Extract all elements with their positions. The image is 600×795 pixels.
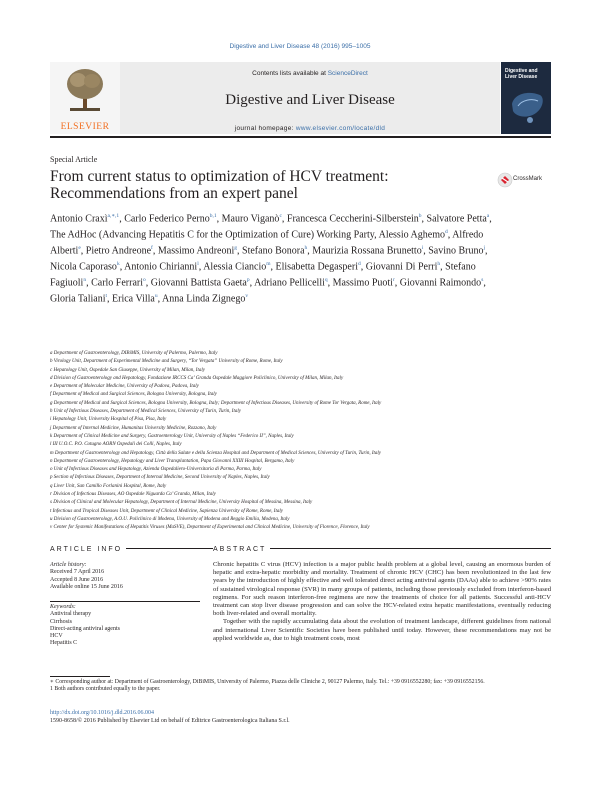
article-info-heading: ARTICLE INFO <box>50 546 126 553</box>
affiliation-item: f Department of Medical and Surgical Sciences, Bologna University, Bologna, Italy <box>50 392 217 398</box>
author-affiliation-marker[interactable]: b <box>418 213 422 219</box>
affiliation-item: v Center for Systemic Manifestations of Hepatitis Viruses (MaSVE), Department of Experimental and Clinical Medicine, University of Florence, Florence, Italy <box>50 525 370 531</box>
affiliation-item: s Division of Clinical and Molecular Hepatology, Department of Internal Medicine, University Hospital of Messina, Messina, Italy <box>50 500 313 506</box>
author-affiliation-marker[interactable]: q <box>324 276 328 283</box>
author-name: Elisabetta Degasperi <box>275 261 358 273</box>
abstract-body <box>213 561 551 643</box>
author-name: Carlo Federico Perno <box>124 213 210 225</box>
affiliation-item: n Department of Gastroenterology, Hepatology and Liver Transplantation, Papa Giovanni XXIII Hospital, Bergamo, Italy <box>50 458 295 464</box>
author-affiliation-marker[interactable]: s <box>481 276 484 283</box>
abstract-paragraph: Together with the rapidly accumulating data about the evolution of treatment landscape, different guidelines from national and international Liver Scientific Societies have been published until today. However, these recommendations may not be applied worldwide as, due to high treatment costs, most <box>213 618 551 642</box>
author-name: Nicola Caporaso <box>50 261 117 273</box>
author-name: Antonio Craxì <box>50 213 108 225</box>
cover-title: Digestive and Liver Disease <box>505 68 538 80</box>
author-name: Stefano Fagiuoli <box>50 261 476 289</box>
author-affiliation-marker[interactable]: f <box>151 244 153 251</box>
available-date: Available online 15 June 2016 <box>50 584 123 591</box>
author-affiliation-marker[interactable]: i <box>421 244 424 251</box>
author-name: Giovanni Di Perri <box>365 261 438 273</box>
affiliation-item: d Division of Gastroenterology and Hepatology, Fondazione IRCCS Ca’ Granda Ospedale Maggiore Policlinico, University of Milan, Milan, Italy <box>50 375 344 381</box>
article-type: Special Article <box>50 155 98 164</box>
author-affiliation-marker[interactable]: t <box>105 292 108 299</box>
doi-link[interactable]: http://dx.doi.org/10.1016/j.dld.2016.06.004 <box>50 710 155 716</box>
author-affiliation-marker[interactable]: j <box>483 244 486 251</box>
author-name: Anna Linda Zignego <box>162 292 246 304</box>
affiliation-item: a Department of Gastroenterology, DIBiMIS, University of Palermo, Palermo, Italy <box>50 351 218 356</box>
author-name: Alfredo Alberti <box>50 229 484 257</box>
keyword: HCV <box>50 633 63 640</box>
author-affiliation-marker[interactable]: b,1 <box>209 213 217 219</box>
equal-contribution-note: 1 Both authors contributed equally to the paper. <box>50 686 161 693</box>
author-affiliation-marker[interactable]: e <box>78 244 81 251</box>
footnotes <box>50 679 551 694</box>
author-affiliation-marker[interactable]: p <box>246 276 250 283</box>
crossmark-label[interactable]: CrossMark <box>513 176 543 182</box>
keyword: Direct-acting antiviral agents <box>50 625 120 632</box>
author-name: Pietro Andreone <box>85 245 152 257</box>
affiliation-item: q Liver Unit, San Camillo Forlanini Hospital, Rome, Italy <box>50 483 167 489</box>
corresponding-author-note: ∗ Corresponding author at: Department of Gastroenterology, DiBiMIS, University of Palermo, Piazza delle Cliniche 2, 90127 Palermo, Italy. Tel.: +39 0916552280; fax: +39 0916552156. <box>50 679 485 685</box>
journal-homepage <box>120 125 500 132</box>
journal-reference[interactable]: Digestive and Liver Disease 48 (2016) 995–1005 <box>229 43 371 50</box>
affiliation-item: c Hepatology Unit, Ospedale San Giuseppe, University of Milan, Milan, Italy <box>50 367 205 373</box>
author-affiliation-marker[interactable]: d <box>444 228 448 235</box>
journal-title: Digestive and Liver Disease <box>225 92 395 108</box>
keywords <box>50 604 200 648</box>
author-affiliation-marker[interactable]: o <box>143 276 146 283</box>
affiliation-item: k Department of Clinical Medicine and Surgery, Gastroenterology Unit, University of Naples “Federico II”, Naples, Italy <box>50 433 294 439</box>
author-name: Giovanni Raimondo <box>399 277 482 289</box>
received-date: Received 7 April 2016 <box>50 569 105 576</box>
author-affiliation-marker[interactable]: h <box>437 260 441 267</box>
footnote-rule <box>50 676 110 677</box>
affiliation-item: e Department of Molecular Medicine, University of Padova, Padova, Italy <box>50 384 199 390</box>
author-name: Savino Bruno <box>428 245 484 257</box>
affiliation-item: b Virology Unit, Department of Experimental Medicine and Surgery, “Tor Vergata” University of Rome, Rome, Italy <box>50 359 283 365</box>
author-name: Gloria Taliani <box>50 292 106 304</box>
author-name: Salvatore Petta <box>426 213 487 225</box>
keywords-label: Keywords: <box>50 604 76 610</box>
author-affiliation-marker[interactable]: a <box>486 213 490 219</box>
author-name: Alessia Ciancio <box>203 261 267 273</box>
author-affiliation-marker[interactable]: l <box>197 260 199 267</box>
author-name: Carlo Ferrari <box>91 277 144 289</box>
sciencedirect-link[interactable]: ScienceDirect <box>327 70 368 77</box>
affiliation-item: g Department of Medical and Surgical Sciences, Bologna University, Bologna, Italy; Department of Infectious Diseases, University of Rome Tor Vergata, Rome, Italy <box>50 400 382 406</box>
author-affiliation-marker[interactable]: a,∗,1 <box>107 213 120 219</box>
author-name: Mauro Viganò <box>221 213 280 225</box>
homepage-link[interactable]: www.elsevier.com/locate/dld <box>295 125 386 132</box>
author-name: Stefano Bonora <box>242 245 305 257</box>
author-name: Erica Villa <box>112 292 155 304</box>
author-affiliation-marker[interactable]: g <box>234 244 238 251</box>
abstract-heading: ABSTRACT <box>213 546 270 553</box>
article-history <box>50 562 200 592</box>
keyword: Cirrhosis <box>50 618 73 625</box>
contents-prefix: Contents lists available at <box>252 70 326 77</box>
author-name: Alessio Aghemo <box>378 229 445 241</box>
author-name: Maurizia Rossana Brunetto <box>312 245 422 257</box>
cover-liver-art-icon <box>508 86 546 126</box>
accepted-date: Accepted 8 June 2016 <box>50 576 104 583</box>
author-name: Francesca Ceccherini-Silberstein <box>286 213 419 225</box>
keywords-rule <box>50 601 200 602</box>
author-name: Adriano Pellicelli <box>254 277 325 289</box>
affiliation-item: o Unit of Infectious Diseases and Hepatology, Azienda Ospedaliero-Universitaria di Parma, Parma, Italy <box>50 467 262 473</box>
author-name: The AdHoc (Advancing Hepatitis C for the Optimization of Cure) Working Party <box>50 229 375 241</box>
affiliation-item: m Department of Gastroenterology and Hepatology, Città della Salute e della Scienza Hospital and Department of Medical Sciences, University of Turin, Turin, Italy <box>50 450 381 456</box>
author-affiliation-marker[interactable]: n <box>83 276 87 283</box>
author-affiliation-marker[interactable]: m <box>266 260 271 267</box>
affiliation-item: i Hepatology Unit, University Hospital of Pisa, Pisa, Italy <box>50 417 167 423</box>
keyword: Antiviral therapy <box>50 611 92 618</box>
author-name: Massimo Puoti <box>332 277 393 289</box>
affiliation-item: h Unit of Infectious Diseases, Department of Medical Sciences, University of Turin, Turin, Italy <box>50 409 241 415</box>
history-label: Article history: <box>50 562 87 568</box>
abstract-paragraph: Chronic hepatitis C virus (HCV) infection is a major public health problem at a global level, causing an enormous burden of hepatic and extra-hepatic morbidity and mortality. Treatment of chronic HCV (CHC) has been revolutionized in the last few years by the introduction of highly effective and well tolerated direct acting antiviral agents (DAAs) able to achieve >90% rates of sustained virological response (SVR) in many groups of patients, including those previously excluded from interferon-based regimens. For such reason interferon-free regimens are now the treatments of choice for all patients. Successful anti-HCV treatment can stop liver disease progression and can solve the HCV-related extra hepatic manifestations, eventually reducing both liver-related and overall mortality. <box>213 561 551 618</box>
author-affiliation-marker[interactable]: v <box>245 292 249 299</box>
author-affiliation-marker[interactable]: c <box>279 213 282 219</box>
author-affiliation-marker[interactable]: r <box>392 276 395 283</box>
affiliation-list <box>50 350 550 533</box>
author-name: Massimo Andreoni <box>157 245 235 257</box>
author-affiliation-marker[interactable]: d <box>357 260 361 267</box>
author-affiliation-marker[interactable]: u <box>154 292 158 299</box>
author-list: Antonio Craxì$^{a,∗,1}$, Carlo Federico Perno$^{b,1}$, Mauro Viganò$^c$, Francesca Ceccherini-Silberstein$^b$, Salvatore Petta$^a$, The AdHoc (Advancing Hepatitis C for the Optimization of Cure) Working Party, Alessio Aghemo$^d$, Alfredo Alberti$^e$, Pietro Andreone$^f$, Massimo Andreoni$^g$, Stefano Bonora$^h$, Maurizia Rossana Brunetto$^i$, Savino Bruno$^j$, Nicola Caporaso$^k$, Antonio Chirianni$^l$, Alessia Ciancio$^m$, Elisabetta Degasperi$^d$, Giovanni Di Perri$^h$, Stefano Fagiuoli$^n$, Carlo Ferrari$^o$, Giovanni Battista Gaeta$^p$, Adriano Pellicelli$^q$, Massimo Puoti$^r$, Giovanni Raimondo$^s$, Gloria Taliani$^t$, Erica Villa$^u$, Anna Linda Zignego$^v$ <box>50 213 492 304</box>
affiliation-item: r Division of Infectious Diseases, AO Ospedale Niguarda Ca’ Granda, Milan, Italy <box>50 492 216 498</box>
affiliation-item: t Infectious and Tropical Diseases Unit, Department of Clinical Medicine, Sapienza University of Rome, Rome, Italy <box>50 508 283 514</box>
keyword: Hepatitis C <box>50 640 78 647</box>
publisher-wordmark: ELSEVIER <box>60 122 110 132</box>
article-title: From current status to optimization of HCV treatment: Recommendations from an expert panel <box>50 168 389 202</box>
author-affiliation-marker[interactable]: h <box>304 244 308 251</box>
author-name: Antonio Chirianni <box>124 261 198 273</box>
affiliation-item: j Department of Internal Medicine, Humanitas University Medicine, Rozzano, Italy <box>50 425 217 431</box>
copyright-line: 1590-8658/© 2016 Published by Elsevier Ltd on behalf of Editrice Gastroenterologica Italiana S.r.l. <box>50 718 290 724</box>
header-rule <box>50 136 551 138</box>
affiliation-item: l III U.O.C. P.O. Cotugno AORN Ospedali dei Colli, Naples, Italy <box>50 442 182 448</box>
author-affiliation-marker[interactable]: k <box>116 260 120 267</box>
affiliation-item: u Division of Gastroenterology, A.O.U. Policlinico di Modena, University of Modena and Reggio Emilia, Modena, Italy <box>50 516 290 522</box>
author-name: Giovanni Battista Gaeta <box>150 277 247 289</box>
homepage-prefix: journal homepage: <box>234 125 294 132</box>
affiliation-item: p Section of Infectious Diseases, Department of Internal Medicine, Second University of Naples, Naples, Italy <box>50 475 270 481</box>
contents-line <box>120 70 500 77</box>
elsevier-tree-logo-icon <box>64 66 106 114</box>
